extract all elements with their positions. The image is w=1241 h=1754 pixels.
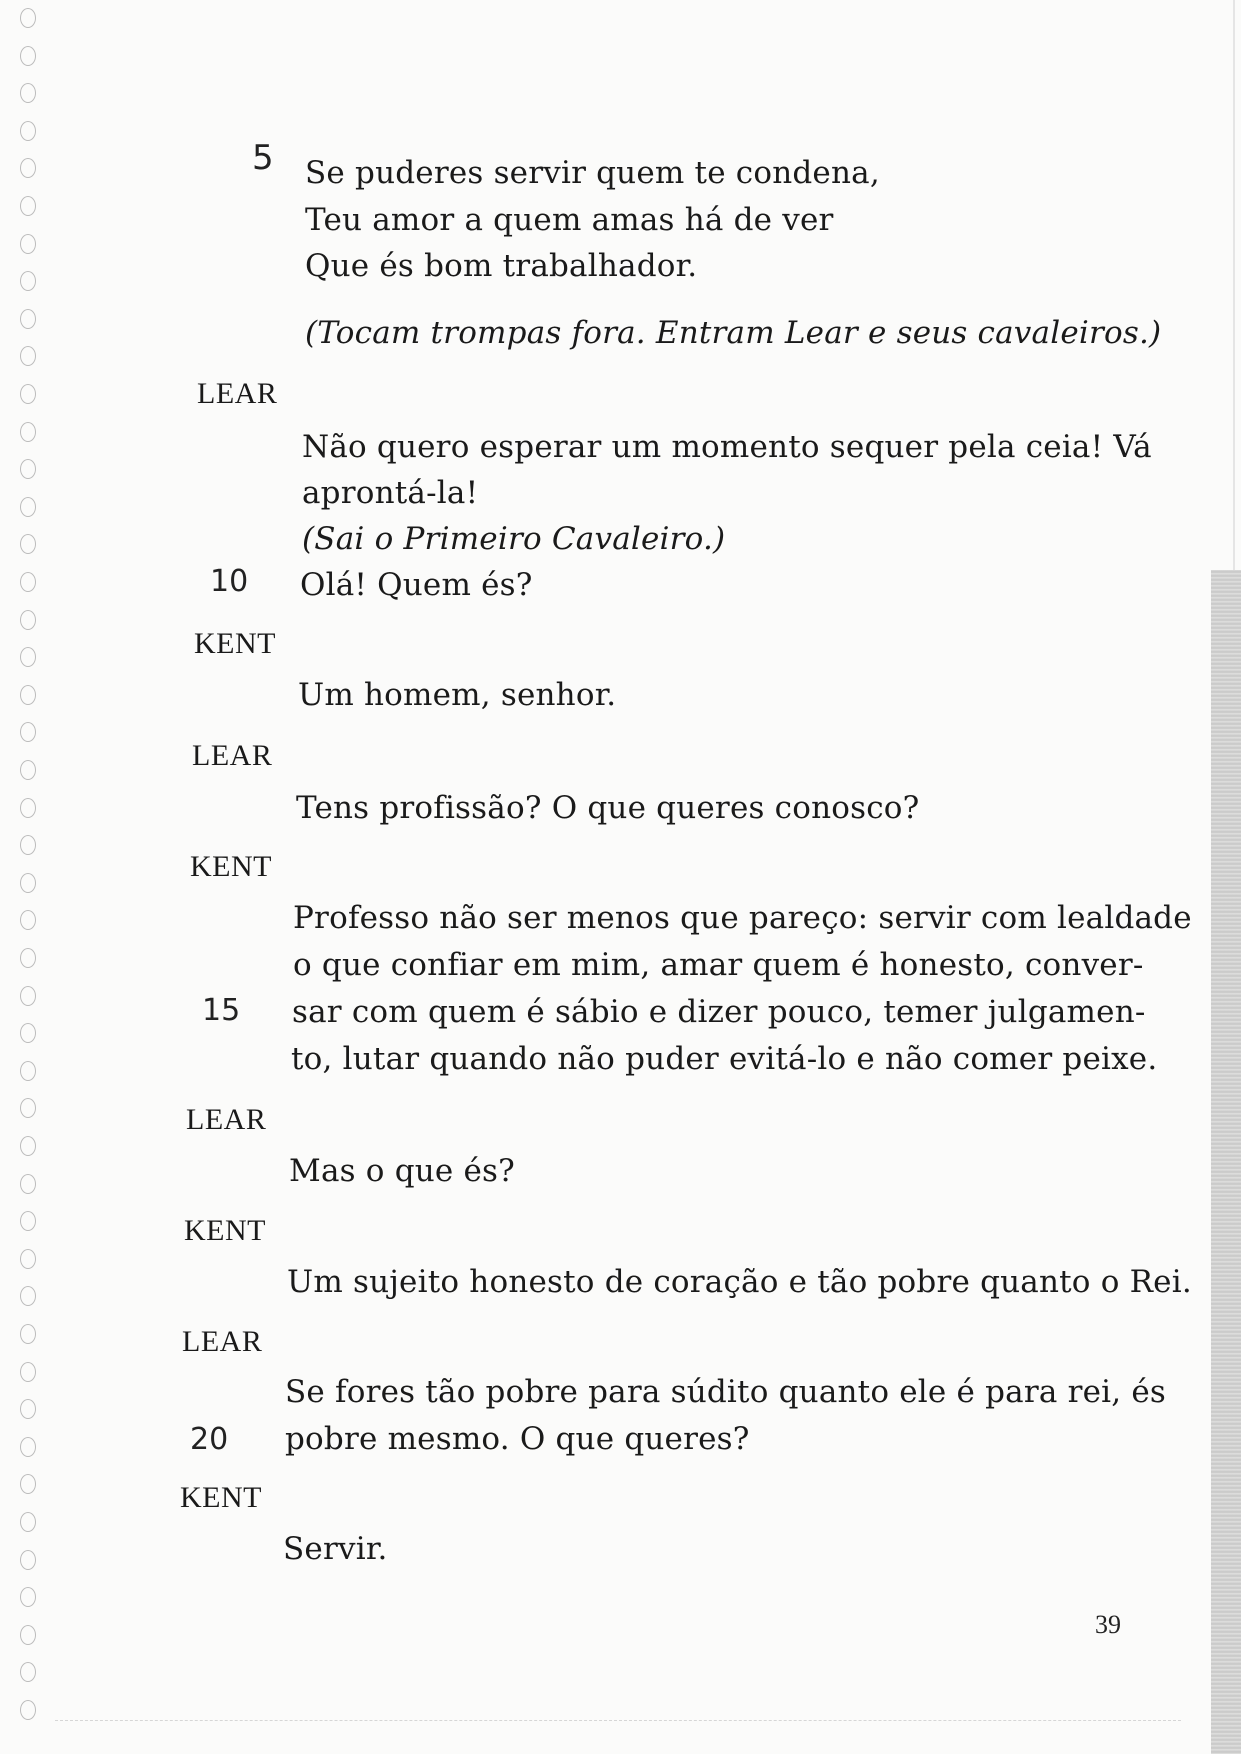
- binding-hole: [20, 1362, 36, 1382]
- margin-line-number-10: 10: [210, 564, 249, 599]
- binding-hole: [20, 1474, 36, 1494]
- binding-hole: [20, 1286, 36, 1306]
- stage-direction: (Tocam trompas fora. Entram Lear e seus cavaleiros.): [305, 315, 1162, 351]
- binding-hole: [20, 8, 36, 28]
- binding-hole: [20, 46, 36, 66]
- spiral-binding: [14, 8, 50, 1748]
- binding-hole: [20, 1399, 36, 1419]
- speaker-name: LEAR: [197, 377, 278, 410]
- page-number: 39: [1095, 1610, 1121, 1639]
- binding-hole: [20, 534, 36, 554]
- dialogue-line: Professo não ser menos que pareço: servir com lealdade: [293, 900, 1192, 936]
- binding-hole: [20, 948, 36, 968]
- speaker-name: LEAR: [182, 1325, 263, 1358]
- binding-hole: [20, 271, 36, 291]
- dialogue-line: Tens profissão? O que queres conosco?: [296, 790, 920, 826]
- binding-hole: [20, 459, 36, 479]
- binding-hole: [20, 196, 36, 216]
- binding-hole: [20, 722, 36, 742]
- verse-line: Se puderes servir quem te condena,: [305, 155, 880, 191]
- binding-hole: [20, 873, 36, 893]
- margin-line-number-15: 15: [202, 993, 241, 1028]
- binding-hole: [20, 121, 36, 141]
- binding-hole: [20, 1662, 36, 1682]
- binding-hole: [20, 910, 36, 930]
- binding-hole: [20, 1136, 36, 1156]
- binding-hole: [20, 1700, 36, 1720]
- paper-edge-shadow: [1211, 570, 1241, 1754]
- binding-hole: [20, 835, 36, 855]
- dialogue-line: aprontá-la!: [302, 475, 479, 511]
- binding-hole: [20, 1625, 36, 1645]
- speaker-name: LEAR: [192, 739, 273, 772]
- dialogue-line: Se fores tão pobre para súdito quanto ele é para rei, és: [285, 1374, 1167, 1410]
- stage-direction: (Sai o Primeiro Cavaleiro.): [302, 521, 726, 557]
- binding-hole: [20, 346, 36, 366]
- binding-hole: [20, 1587, 36, 1607]
- binding-hole: [20, 1512, 36, 1532]
- binding-hole: [20, 572, 36, 592]
- binding-hole: [20, 798, 36, 818]
- speaker-name: KENT: [190, 850, 272, 883]
- verse-line: Que és bom trabalhador.: [305, 248, 698, 284]
- binding-hole: [20, 422, 36, 442]
- binding-hole: [20, 1324, 36, 1344]
- binding-hole: [20, 309, 36, 329]
- binding-hole: [20, 1061, 36, 1081]
- binding-hole: [20, 1174, 36, 1194]
- binding-hole: [20, 986, 36, 1006]
- scan-artifact-line: [55, 1720, 1181, 1721]
- margin-line-number-5: 5: [252, 138, 274, 178]
- binding-hole: [20, 158, 36, 178]
- dialogue-line: sar com quem é sábio e dizer pouco, temer julgamen-: [292, 994, 1146, 1030]
- speaker-name: LEAR: [186, 1103, 267, 1136]
- speaker-name: KENT: [184, 1214, 266, 1247]
- dialogue-line: Mas o que és?: [289, 1153, 515, 1189]
- binding-hole: [20, 234, 36, 254]
- binding-hole: [20, 610, 36, 630]
- binding-hole: [20, 497, 36, 517]
- binding-hole: [20, 685, 36, 705]
- dialogue-line: Não quero esperar um momento sequer pela ceia! Vá: [302, 429, 1152, 465]
- dialogue-line: pobre mesmo. O que queres?: [285, 1421, 750, 1457]
- binding-hole: [20, 1211, 36, 1231]
- margin-line-number-20: 20: [190, 1422, 229, 1457]
- dialogue-line: Servir.: [283, 1531, 388, 1567]
- binding-hole: [20, 1098, 36, 1118]
- binding-hole: [20, 83, 36, 103]
- binding-hole: [20, 384, 36, 404]
- binding-hole: [20, 1550, 36, 1570]
- binding-hole: [20, 647, 36, 667]
- binding-hole: [20, 760, 36, 780]
- speaker-name: KENT: [194, 627, 276, 660]
- dialogue-line: Olá! Quem és?: [300, 567, 533, 603]
- binding-hole: [20, 1249, 36, 1269]
- dialogue-line: o que confiar em mim, amar quem é honesto, conver-: [293, 947, 1144, 983]
- speaker-name: KENT: [180, 1481, 262, 1514]
- binding-hole: [20, 1437, 36, 1457]
- dialogue-line: Um sujeito honesto de coração e tão pobre quanto o Rei.: [287, 1264, 1192, 1300]
- dialogue-line: to, lutar quando não puder evitá-lo e não comer peixe.: [291, 1041, 1158, 1077]
- dialogue-line: Um homem, senhor.: [298, 677, 617, 713]
- binding-hole: [20, 1023, 36, 1043]
- verse-line: Teu amor a quem amas há de ver: [305, 202, 834, 238]
- paper-edge-top: [1233, 0, 1235, 570]
